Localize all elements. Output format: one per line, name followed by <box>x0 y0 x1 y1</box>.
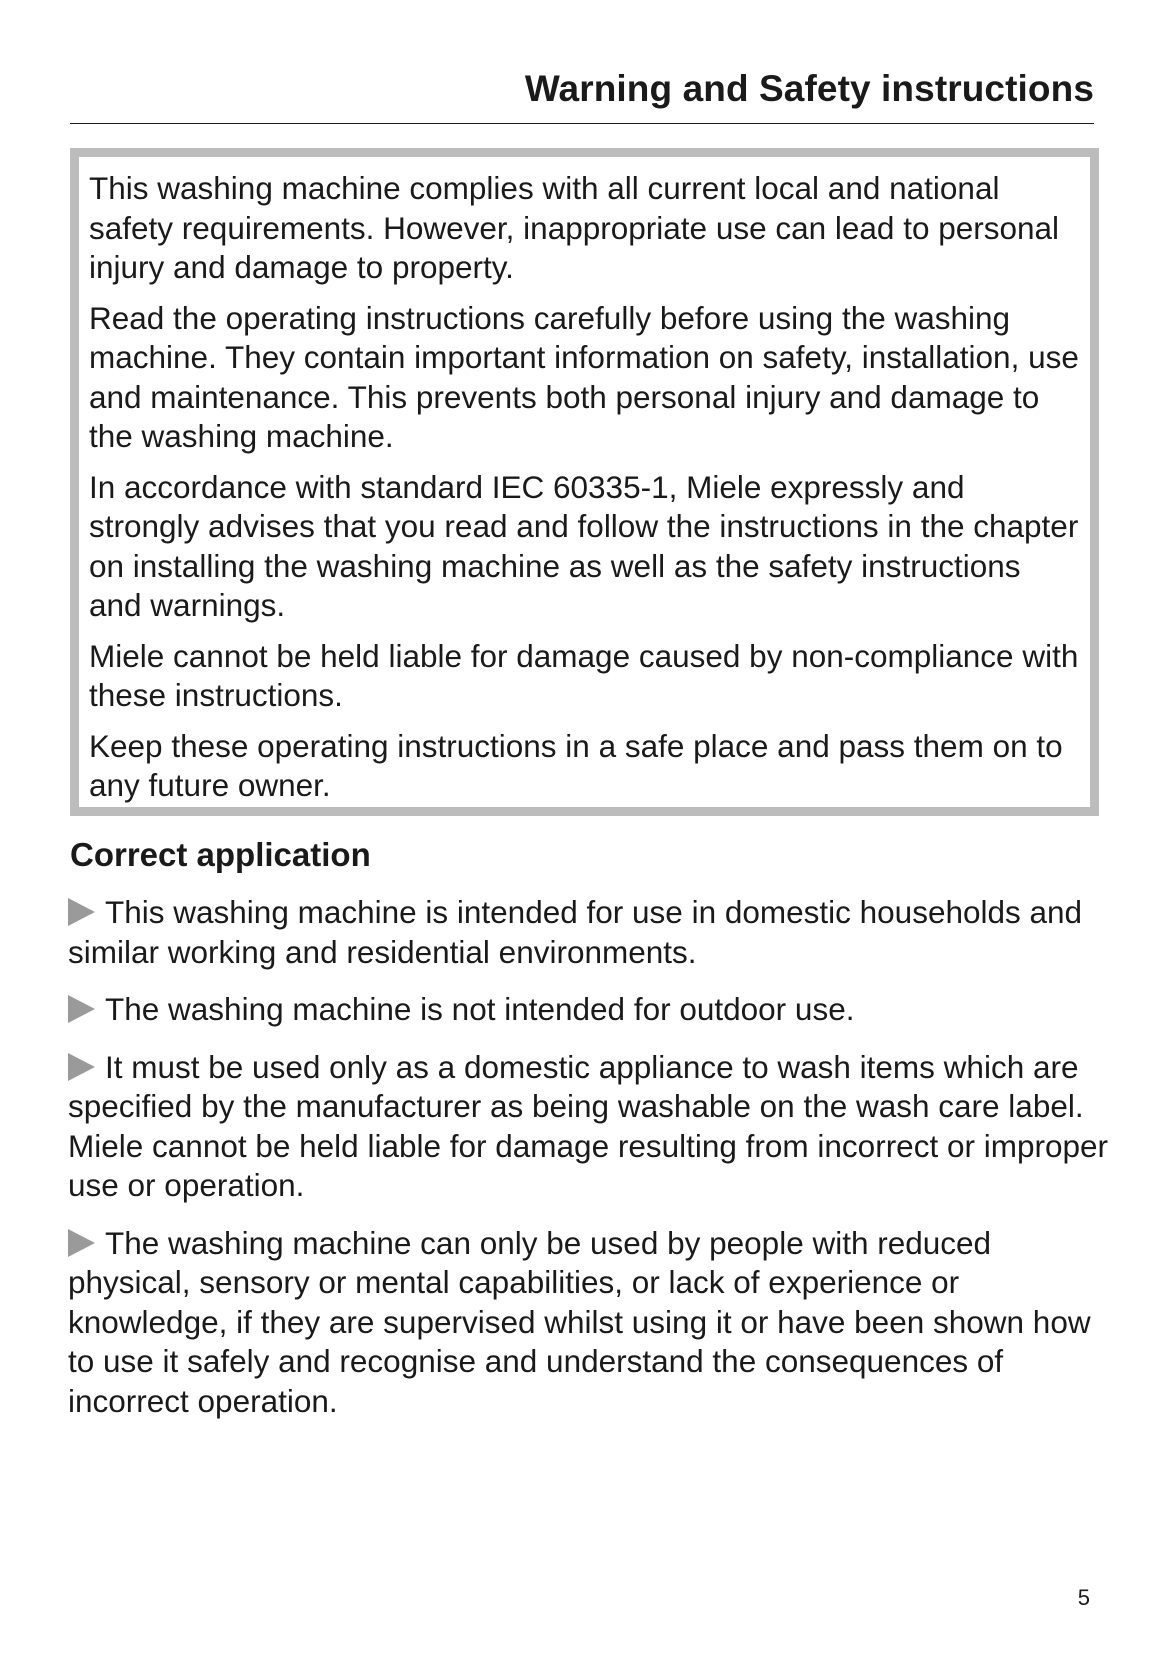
list-item <box>68 1048 1108 1206</box>
list-item <box>68 1224 1108 1422</box>
list-item-text: It must be used only as a domestic appliance to wash items which are specified by the manufacturer as being washable on the wash care label. Miele cannot be held liable for damage resulting from incorrect or improper use or operation. <box>68 1048 1109 1203</box>
notice-paragraph: Read the operating instructions carefully before using the washing machine. They contain important information on safety, installation, use and maintenance. This prevents both personal injury and damage to the washing machine. <box>89 299 1079 454</box>
right-triangle-icon <box>68 1053 95 1081</box>
notice-paragraph: Keep these operating instructions in a safe place and pass them on to any future owner. <box>89 727 1063 803</box>
list-item-text: The washing machine can only be used by people with reduced physical, sensory or mental capabilities, or lack of experience or knowledge, if they are supervised whilst using it or have been shown how to use it safely and recognise and understand the consequences of incorrect operation. <box>68 1224 1091 1419</box>
page-number: 5 <box>1077 1585 1090 1610</box>
right-triangle-icon <box>68 1229 95 1257</box>
section-title: Correct application <box>70 836 371 873</box>
notice-paragraph: This washing machine complies with all current local and national safety requirements. However, inappropriate use can lead to personal injury and damage to property. <box>89 170 1060 285</box>
page-header <box>70 62 1094 124</box>
notice-paragraph: In accordance with standard IEC 60335-1, Miele expressly and strongly advises that you read and follow the instructions in the chapter on installing the washing machine as well as the safety instructions and warnings. <box>89 468 1079 623</box>
list-item <box>68 990 1108 1030</box>
right-triangle-icon <box>68 995 95 1023</box>
bullet-list <box>68 893 1108 1439</box>
notice-paragraph: Miele cannot be held liable for damage caused by non-compliance with these instructions. <box>89 637 1079 713</box>
list-item <box>68 893 1108 972</box>
safety-notice-box <box>70 148 1099 816</box>
right-triangle-icon <box>68 898 95 926</box>
list-item-text: The washing machine is not intended for outdoor use. <box>105 991 855 1027</box>
list-item-text: This washing machine is intended for use in domestic households and similar working and residential environments. <box>68 894 1083 970</box>
page-title: Warning and Safety instructions <box>524 68 1094 109</box>
